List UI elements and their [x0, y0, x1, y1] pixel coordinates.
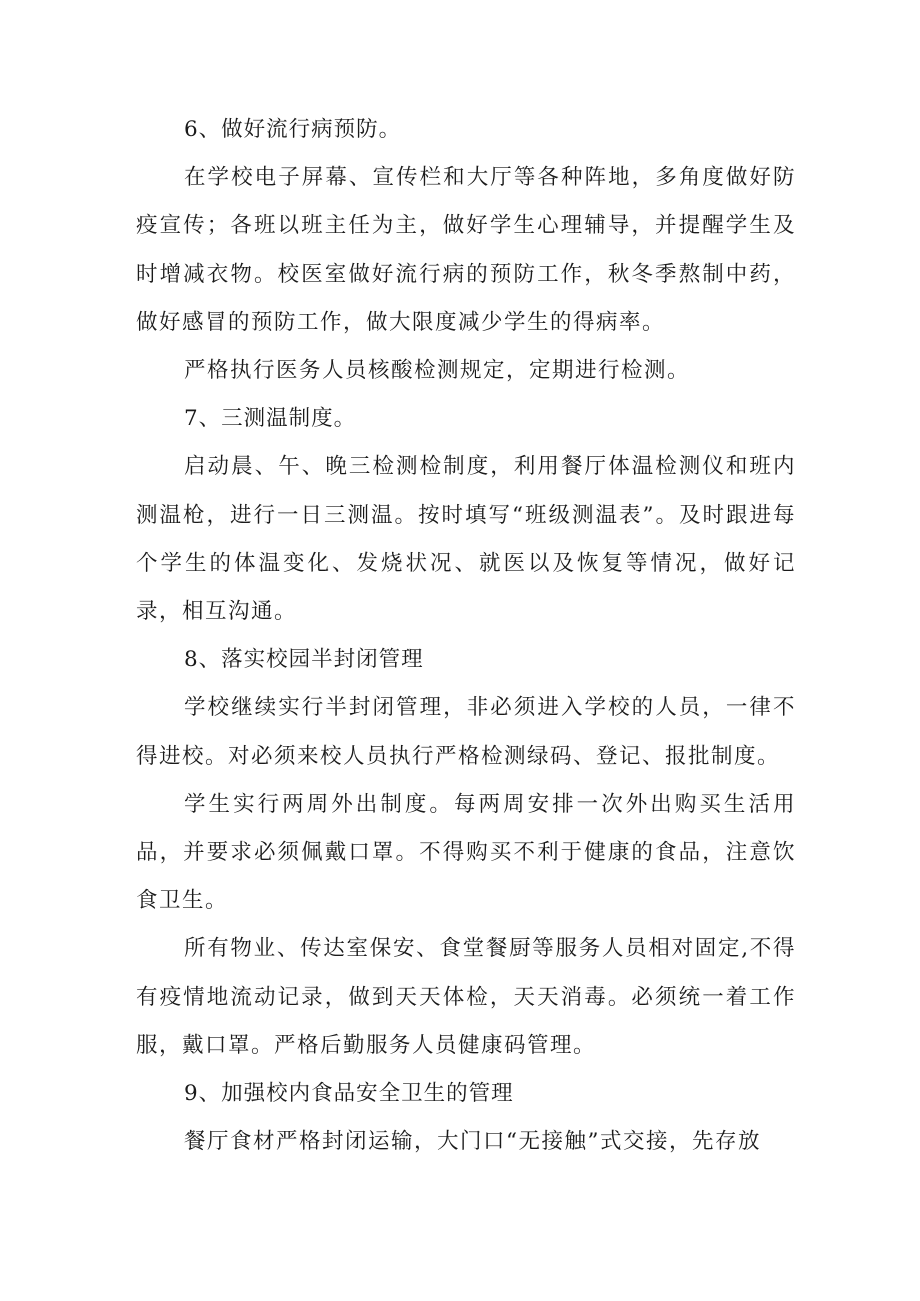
paragraph-food-safety: 餐厅食材严格封闭运输，大门口“无接触”式交接，先存放	[184, 1129, 761, 1155]
document-body	[136, 106, 796, 1166]
paragraph-semi-closed-campus: 学校继续实行半封闭管理，非必须进入学校的人员，一律不得进校。对必须来校人员执行严格检测绿码、登记、报批制度。	[136, 695, 796, 769]
section-heading-6: 6、做好流行病预防。	[184, 117, 402, 142]
paragraph-nucleic-testing: 严格执行医务人员核酸检测规定，定期进行检测。	[184, 358, 691, 384]
section-heading-9: 9、加强校内食品安全卫生的管理	[184, 1081, 514, 1107]
section-heading-8: 8、落实校园半封闭管理	[184, 647, 424, 673]
paragraph-temperature-checks: 启动晨、午、晚三检测检制度，利用餐厅体温检测仪和班内测温枪，进行一日三测温。按时填写“班级测温表”。及时跟进每个学生的体温变化、发烧状况、就医以及恢复等情况，做好记录，相互沟通。	[136, 454, 796, 625]
paragraph-service-staff: 所有物业、传达室保安、食堂餐厨等服务人员相对固定,不得有疫情地流动记录，做到天天体检，天天消毒。必须统一着工作服，戴口罩。严格后勤服务人员健康码管理。	[136, 936, 796, 1058]
section-heading-7: 7、三测温制度。	[184, 406, 357, 432]
paragraph-epidemic-publicity: 在学校电子屏幕、宣传栏和大厅等各种阵地，多角度做好防疫宣传；各班以班主任为主，做好学生心理辅导，并提醒学生及时增减衣物。校医室做好流行病的预防工作，秋冬季熬制中药，做好感冒的预防工作，做大限度减少学生的得病率。	[136, 165, 796, 335]
paragraph-student-outings: 学生实行两周外出制度。每两周安排一次外出购买生活用品，并要求必须佩戴口罩。不得购买不利于健康的食品，注意饮食卫生。	[136, 791, 796, 914]
